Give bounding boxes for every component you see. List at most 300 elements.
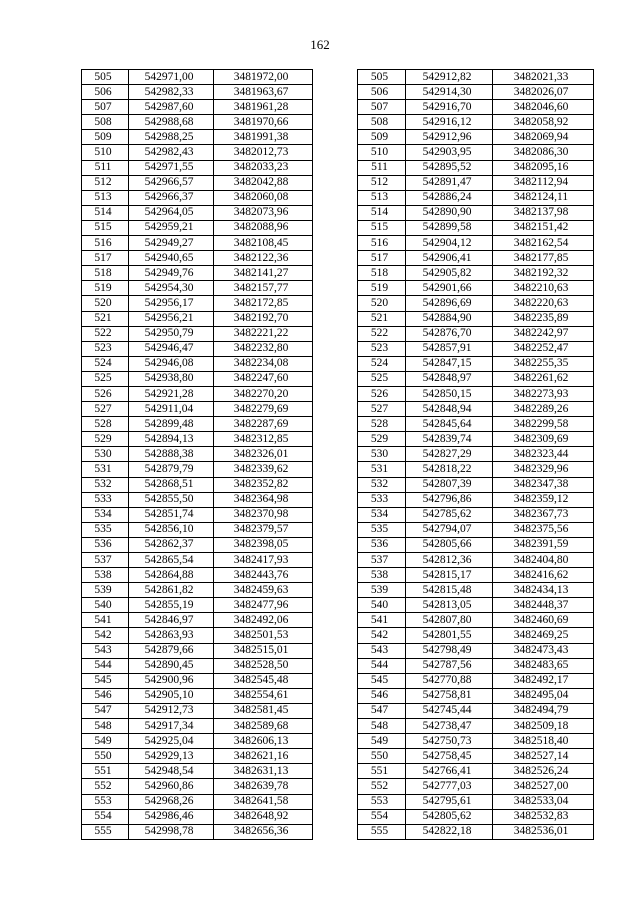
y-coordinate-cell: 3482162,54 xyxy=(493,236,594,251)
x-coordinate-cell: 542912,82 xyxy=(406,70,493,85)
y-coordinate-cell: 3482359,12 xyxy=(493,492,594,507)
table-row xyxy=(82,356,594,371)
x-coordinate-cell: 542946,08 xyxy=(129,356,214,371)
y-coordinate-cell: 3482021,33 xyxy=(493,70,594,85)
table-row xyxy=(82,764,594,779)
y-coordinate-cell: 3482483,65 xyxy=(493,658,594,673)
point-number-cell: 543 xyxy=(82,643,129,658)
y-coordinate-cell: 3482232,80 xyxy=(214,341,313,356)
point-number-cell: 538 xyxy=(82,568,129,583)
table-row xyxy=(82,492,594,507)
point-number-cell: 533 xyxy=(358,492,406,507)
y-coordinate-cell: 3482621,16 xyxy=(214,749,313,764)
y-coordinate-cell: 3482172,85 xyxy=(214,296,313,311)
point-number-cell: 550 xyxy=(82,749,129,764)
point-number-cell: 543 xyxy=(358,643,406,658)
column-gap xyxy=(313,507,358,522)
column-gap xyxy=(313,462,358,477)
column-gap xyxy=(313,703,358,718)
y-coordinate-cell: 3482554,61 xyxy=(214,688,313,703)
table-row xyxy=(82,402,594,417)
x-coordinate-cell: 542807,80 xyxy=(406,613,493,628)
coordinates-table xyxy=(81,69,594,840)
x-coordinate-cell: 542807,39 xyxy=(406,477,493,492)
x-coordinate-cell: 542847,15 xyxy=(406,356,493,371)
column-gap xyxy=(313,190,358,205)
x-coordinate-cell: 542968,26 xyxy=(129,794,214,809)
y-coordinate-cell: 3482532,83 xyxy=(493,809,594,824)
table-row xyxy=(82,749,594,764)
x-coordinate-cell: 542905,82 xyxy=(406,266,493,281)
x-coordinate-cell: 542864,88 xyxy=(129,568,214,583)
point-number-cell: 506 xyxy=(82,85,129,100)
column-gap xyxy=(313,100,358,115)
x-coordinate-cell: 542894,13 xyxy=(129,432,214,447)
x-coordinate-cell: 542798,49 xyxy=(406,643,493,658)
point-number-cell: 531 xyxy=(82,462,129,477)
column-gap xyxy=(313,688,358,703)
table-row xyxy=(82,236,594,251)
y-coordinate-cell: 3482370,98 xyxy=(214,507,313,522)
point-number-cell: 553 xyxy=(82,794,129,809)
point-number-cell: 524 xyxy=(82,356,129,371)
point-number-cell: 551 xyxy=(82,764,129,779)
y-coordinate-cell: 3482329,96 xyxy=(493,462,594,477)
column-gap xyxy=(313,175,358,190)
x-coordinate-cell: 542971,00 xyxy=(129,70,214,85)
y-coordinate-cell: 3481970,66 xyxy=(214,115,313,130)
x-coordinate-cell: 542879,66 xyxy=(129,643,214,658)
y-coordinate-cell: 3482639,78 xyxy=(214,779,313,794)
x-coordinate-cell: 542960,86 xyxy=(129,779,214,794)
x-coordinate-cell: 542959,21 xyxy=(129,220,214,235)
x-coordinate-cell: 542815,17 xyxy=(406,568,493,583)
point-number-cell: 509 xyxy=(358,130,406,145)
column-gap xyxy=(313,417,358,432)
x-coordinate-cell: 542911,04 xyxy=(129,402,214,417)
table-row xyxy=(82,688,594,703)
point-number-cell: 555 xyxy=(358,824,406,839)
column-gap xyxy=(313,794,358,809)
x-coordinate-cell: 542758,45 xyxy=(406,749,493,764)
x-coordinate-cell: 542916,12 xyxy=(406,115,493,130)
column-gap xyxy=(313,553,358,568)
table-row xyxy=(82,266,594,281)
y-coordinate-cell: 3482448,37 xyxy=(493,598,594,613)
point-number-cell: 546 xyxy=(82,688,129,703)
column-gap xyxy=(313,477,358,492)
point-number-cell: 551 xyxy=(358,764,406,779)
point-number-cell: 523 xyxy=(82,341,129,356)
point-number-cell: 516 xyxy=(82,236,129,251)
table-row xyxy=(82,326,594,341)
point-number-cell: 523 xyxy=(358,341,406,356)
y-coordinate-cell: 3482545,48 xyxy=(214,673,313,688)
point-number-cell: 533 xyxy=(82,492,129,507)
y-coordinate-cell: 3482326,01 xyxy=(214,447,313,462)
table-row xyxy=(82,251,594,266)
point-number-cell: 516 xyxy=(358,236,406,251)
column-gap xyxy=(313,356,358,371)
table-row xyxy=(82,70,594,85)
y-coordinate-cell: 3482287,69 xyxy=(214,417,313,432)
y-coordinate-cell: 3482323,44 xyxy=(493,447,594,462)
point-number-cell: 512 xyxy=(82,175,129,190)
y-coordinate-cell: 3482289,26 xyxy=(493,402,594,417)
column-gap xyxy=(313,281,358,296)
point-number-cell: 548 xyxy=(82,719,129,734)
point-number-cell: 539 xyxy=(82,583,129,598)
column-gap xyxy=(313,492,358,507)
x-coordinate-cell: 542964,05 xyxy=(129,205,214,220)
table-row xyxy=(82,281,594,296)
point-number-cell: 507 xyxy=(82,100,129,115)
point-number-cell: 525 xyxy=(82,371,129,386)
point-number-cell: 524 xyxy=(358,356,406,371)
column-gap xyxy=(313,447,358,462)
y-coordinate-cell: 3482459,63 xyxy=(214,583,313,598)
y-coordinate-cell: 3482434,13 xyxy=(493,583,594,598)
point-number-cell: 514 xyxy=(82,205,129,220)
point-number-cell: 513 xyxy=(82,190,129,205)
column-gap xyxy=(313,220,358,235)
y-coordinate-cell: 3481961,28 xyxy=(214,100,313,115)
x-coordinate-cell: 542855,19 xyxy=(129,598,214,613)
y-coordinate-cell: 3482509,18 xyxy=(493,719,594,734)
y-coordinate-cell: 3482141,27 xyxy=(214,266,313,281)
point-number-cell: 547 xyxy=(358,703,406,718)
y-coordinate-cell: 3482124,11 xyxy=(493,190,594,205)
column-gap xyxy=(313,628,358,643)
point-number-cell: 552 xyxy=(82,779,129,794)
column-gap xyxy=(313,432,358,447)
y-coordinate-cell: 3482528,50 xyxy=(214,658,313,673)
y-coordinate-cell: 3482234,08 xyxy=(214,356,313,371)
point-number-cell: 544 xyxy=(82,658,129,673)
x-coordinate-cell: 542988,68 xyxy=(129,115,214,130)
y-coordinate-cell: 3482398,05 xyxy=(214,537,313,552)
y-coordinate-cell: 3482339,62 xyxy=(214,462,313,477)
point-number-cell: 529 xyxy=(82,432,129,447)
x-coordinate-cell: 542862,37 xyxy=(129,537,214,552)
y-coordinate-cell: 3482492,17 xyxy=(493,673,594,688)
point-number-cell: 525 xyxy=(358,371,406,386)
column-gap xyxy=(313,779,358,794)
x-coordinate-cell: 542903,95 xyxy=(406,145,493,160)
y-coordinate-cell: 3482060,08 xyxy=(214,190,313,205)
x-coordinate-cell: 542891,47 xyxy=(406,175,493,190)
y-coordinate-cell: 3482220,63 xyxy=(493,296,594,311)
x-coordinate-cell: 542899,48 xyxy=(129,417,214,432)
table-row xyxy=(82,779,594,794)
y-coordinate-cell: 3482518,40 xyxy=(493,734,594,749)
table-row xyxy=(82,371,594,386)
table-row xyxy=(82,462,594,477)
point-number-cell: 537 xyxy=(358,553,406,568)
y-coordinate-cell: 3482069,94 xyxy=(493,130,594,145)
column-gap xyxy=(313,613,358,628)
y-coordinate-cell: 3482581,45 xyxy=(214,703,313,718)
x-coordinate-cell: 542794,07 xyxy=(406,522,493,537)
x-coordinate-cell: 542857,91 xyxy=(406,341,493,356)
point-number-cell: 526 xyxy=(358,386,406,401)
point-number-cell: 520 xyxy=(82,296,129,311)
y-coordinate-cell: 3482501,53 xyxy=(214,628,313,643)
column-gap xyxy=(313,386,358,401)
y-coordinate-cell: 3482416,62 xyxy=(493,568,594,583)
point-number-cell: 536 xyxy=(358,537,406,552)
x-coordinate-cell: 542988,25 xyxy=(129,130,214,145)
table-row xyxy=(82,794,594,809)
x-coordinate-cell: 542940,65 xyxy=(129,251,214,266)
point-number-cell: 513 xyxy=(358,190,406,205)
x-coordinate-cell: 542905,10 xyxy=(129,688,214,703)
column-gap xyxy=(313,824,358,839)
y-coordinate-cell: 3482606,13 xyxy=(214,734,313,749)
x-coordinate-cell: 542946,47 xyxy=(129,341,214,356)
y-coordinate-cell: 3482375,56 xyxy=(493,522,594,537)
column-gap xyxy=(313,160,358,175)
point-number-cell: 511 xyxy=(82,160,129,175)
x-coordinate-cell: 542886,24 xyxy=(406,190,493,205)
point-number-cell: 532 xyxy=(358,477,406,492)
y-coordinate-cell: 3482533,04 xyxy=(493,794,594,809)
y-coordinate-cell: 3481972,00 xyxy=(214,70,313,85)
y-coordinate-cell: 3482527,14 xyxy=(493,749,594,764)
table-row xyxy=(82,824,594,839)
point-number-cell: 541 xyxy=(358,613,406,628)
y-coordinate-cell: 3482088,96 xyxy=(214,220,313,235)
coordinates-table-body xyxy=(82,70,594,840)
x-coordinate-cell: 542971,55 xyxy=(129,160,214,175)
x-coordinate-cell: 542805,66 xyxy=(406,537,493,552)
y-coordinate-cell: 3482404,80 xyxy=(493,553,594,568)
point-number-cell: 554 xyxy=(82,809,129,824)
x-coordinate-cell: 542904,12 xyxy=(406,236,493,251)
point-number-cell: 515 xyxy=(358,220,406,235)
point-number-cell: 545 xyxy=(82,673,129,688)
x-coordinate-cell: 542982,43 xyxy=(129,145,214,160)
y-coordinate-cell: 3482309,69 xyxy=(493,432,594,447)
table-row xyxy=(82,658,594,673)
table-row xyxy=(82,160,594,175)
x-coordinate-cell: 542899,58 xyxy=(406,220,493,235)
y-coordinate-cell: 3482252,47 xyxy=(493,341,594,356)
x-coordinate-cell: 542785,62 xyxy=(406,507,493,522)
x-coordinate-cell: 542912,96 xyxy=(406,130,493,145)
x-coordinate-cell: 542812,36 xyxy=(406,553,493,568)
point-number-cell: 530 xyxy=(358,447,406,462)
y-coordinate-cell: 3482526,24 xyxy=(493,764,594,779)
y-coordinate-cell: 3482177,85 xyxy=(493,251,594,266)
y-coordinate-cell: 3482086,30 xyxy=(493,145,594,160)
point-number-cell: 520 xyxy=(358,296,406,311)
x-coordinate-cell: 542998,78 xyxy=(129,824,214,839)
y-coordinate-cell: 3482492,06 xyxy=(214,613,313,628)
point-number-cell: 536 xyxy=(82,537,129,552)
table-row xyxy=(82,703,594,718)
table-row xyxy=(82,553,594,568)
table-row xyxy=(82,130,594,145)
y-coordinate-cell: 3481991,38 xyxy=(214,130,313,145)
x-coordinate-cell: 542750,73 xyxy=(406,734,493,749)
x-coordinate-cell: 542917,34 xyxy=(129,719,214,734)
x-coordinate-cell: 542879,79 xyxy=(129,462,214,477)
point-number-cell: 508 xyxy=(358,115,406,130)
point-number-cell: 547 xyxy=(82,703,129,718)
column-gap xyxy=(313,115,358,130)
table-row xyxy=(82,296,594,311)
y-coordinate-cell: 3482221,22 xyxy=(214,326,313,341)
table-row xyxy=(82,734,594,749)
y-coordinate-cell: 3482536,01 xyxy=(493,824,594,839)
y-coordinate-cell: 3482473,43 xyxy=(493,643,594,658)
x-coordinate-cell: 542818,22 xyxy=(406,462,493,477)
point-number-cell: 555 xyxy=(82,824,129,839)
table-row xyxy=(82,477,594,492)
y-coordinate-cell: 3482210,63 xyxy=(493,281,594,296)
x-coordinate-cell: 542966,57 xyxy=(129,175,214,190)
y-coordinate-cell: 3482391,59 xyxy=(493,537,594,552)
point-number-cell: 526 xyxy=(82,386,129,401)
x-coordinate-cell: 542966,37 xyxy=(129,190,214,205)
point-number-cell: 540 xyxy=(358,598,406,613)
x-coordinate-cell: 542850,15 xyxy=(406,386,493,401)
y-coordinate-cell: 3482347,38 xyxy=(493,477,594,492)
table-row xyxy=(82,417,594,432)
x-coordinate-cell: 542861,82 xyxy=(129,583,214,598)
table-row xyxy=(82,386,594,401)
y-coordinate-cell: 3482443,76 xyxy=(214,568,313,583)
point-number-cell: 537 xyxy=(82,553,129,568)
x-coordinate-cell: 542925,04 xyxy=(129,734,214,749)
column-gap xyxy=(313,251,358,266)
y-coordinate-cell: 3481963,67 xyxy=(214,85,313,100)
point-number-cell: 546 xyxy=(358,688,406,703)
x-coordinate-cell: 542949,76 xyxy=(129,266,214,281)
point-number-cell: 521 xyxy=(358,311,406,326)
table-row xyxy=(82,507,594,522)
point-number-cell: 510 xyxy=(82,145,129,160)
y-coordinate-cell: 3482469,25 xyxy=(493,628,594,643)
column-gap xyxy=(313,734,358,749)
x-coordinate-cell: 542948,54 xyxy=(129,764,214,779)
x-coordinate-cell: 542954,30 xyxy=(129,281,214,296)
x-coordinate-cell: 542982,33 xyxy=(129,85,214,100)
x-coordinate-cell: 542865,54 xyxy=(129,553,214,568)
y-coordinate-cell: 3482073,96 xyxy=(214,205,313,220)
x-coordinate-cell: 542827,29 xyxy=(406,447,493,462)
point-number-cell: 552 xyxy=(358,779,406,794)
x-coordinate-cell: 542949,27 xyxy=(129,236,214,251)
table-row xyxy=(82,628,594,643)
x-coordinate-cell: 542813,05 xyxy=(406,598,493,613)
point-number-cell: 505 xyxy=(82,70,129,85)
column-gap xyxy=(313,809,358,824)
table-row xyxy=(82,537,594,552)
column-gap xyxy=(313,719,358,734)
point-number-cell: 510 xyxy=(358,145,406,160)
table-row xyxy=(82,341,594,356)
point-number-cell: 522 xyxy=(358,326,406,341)
point-number-cell: 519 xyxy=(358,281,406,296)
y-coordinate-cell: 3482364,98 xyxy=(214,492,313,507)
column-gap xyxy=(313,522,358,537)
point-number-cell: 522 xyxy=(82,326,129,341)
y-coordinate-cell: 3482122,36 xyxy=(214,251,313,266)
x-coordinate-cell: 542745,44 xyxy=(406,703,493,718)
table-row xyxy=(82,205,594,220)
y-coordinate-cell: 3482247,60 xyxy=(214,371,313,386)
y-coordinate-cell: 3482255,35 xyxy=(493,356,594,371)
x-coordinate-cell: 542758,81 xyxy=(406,688,493,703)
page-number: 162 xyxy=(310,37,330,52)
point-number-cell: 529 xyxy=(358,432,406,447)
point-number-cell: 550 xyxy=(358,749,406,764)
column-gap xyxy=(313,643,358,658)
y-coordinate-cell: 3482495,04 xyxy=(493,688,594,703)
column-gap xyxy=(313,341,358,356)
table-row xyxy=(82,522,594,537)
y-coordinate-cell: 3482012,73 xyxy=(214,145,313,160)
y-coordinate-cell: 3482095,16 xyxy=(493,160,594,175)
column-gap xyxy=(313,205,358,220)
x-coordinate-cell: 542884,90 xyxy=(406,311,493,326)
point-number-cell: 507 xyxy=(358,100,406,115)
point-number-cell: 553 xyxy=(358,794,406,809)
column-gap xyxy=(313,568,358,583)
y-coordinate-cell: 3482299,58 xyxy=(493,417,594,432)
x-coordinate-cell: 542796,86 xyxy=(406,492,493,507)
x-coordinate-cell: 542848,97 xyxy=(406,371,493,386)
y-coordinate-cell: 3482042,88 xyxy=(214,175,313,190)
point-number-cell: 531 xyxy=(358,462,406,477)
column-gap xyxy=(313,130,358,145)
x-coordinate-cell: 542868,51 xyxy=(129,477,214,492)
y-coordinate-cell: 3482631,13 xyxy=(214,764,313,779)
x-coordinate-cell: 542921,28 xyxy=(129,386,214,401)
point-number-cell: 538 xyxy=(358,568,406,583)
table-row xyxy=(82,175,594,190)
column-gap xyxy=(313,673,358,688)
x-coordinate-cell: 542822,18 xyxy=(406,824,493,839)
x-coordinate-cell: 542929,13 xyxy=(129,749,214,764)
x-coordinate-cell: 542777,03 xyxy=(406,779,493,794)
y-coordinate-cell: 3482108,45 xyxy=(214,236,313,251)
table-row xyxy=(82,643,594,658)
y-coordinate-cell: 3482379,57 xyxy=(214,522,313,537)
point-number-cell: 518 xyxy=(358,266,406,281)
y-coordinate-cell: 3482515,01 xyxy=(214,643,313,658)
point-number-cell: 515 xyxy=(82,220,129,235)
x-coordinate-cell: 542876,70 xyxy=(406,326,493,341)
y-coordinate-cell: 3482312,85 xyxy=(214,432,313,447)
point-number-cell: 549 xyxy=(358,734,406,749)
x-coordinate-cell: 542950,79 xyxy=(129,326,214,341)
table-row xyxy=(82,583,594,598)
table-row xyxy=(82,447,594,462)
point-number-cell: 517 xyxy=(358,251,406,266)
column-gap xyxy=(313,85,358,100)
y-coordinate-cell: 3482477,96 xyxy=(214,598,313,613)
y-coordinate-cell: 3482157,77 xyxy=(214,281,313,296)
point-number-cell: 548 xyxy=(358,719,406,734)
x-coordinate-cell: 542916,70 xyxy=(406,100,493,115)
x-coordinate-cell: 542900,96 xyxy=(129,673,214,688)
x-coordinate-cell: 542987,60 xyxy=(129,100,214,115)
y-coordinate-cell: 3482261,62 xyxy=(493,371,594,386)
point-number-cell: 540 xyxy=(82,598,129,613)
